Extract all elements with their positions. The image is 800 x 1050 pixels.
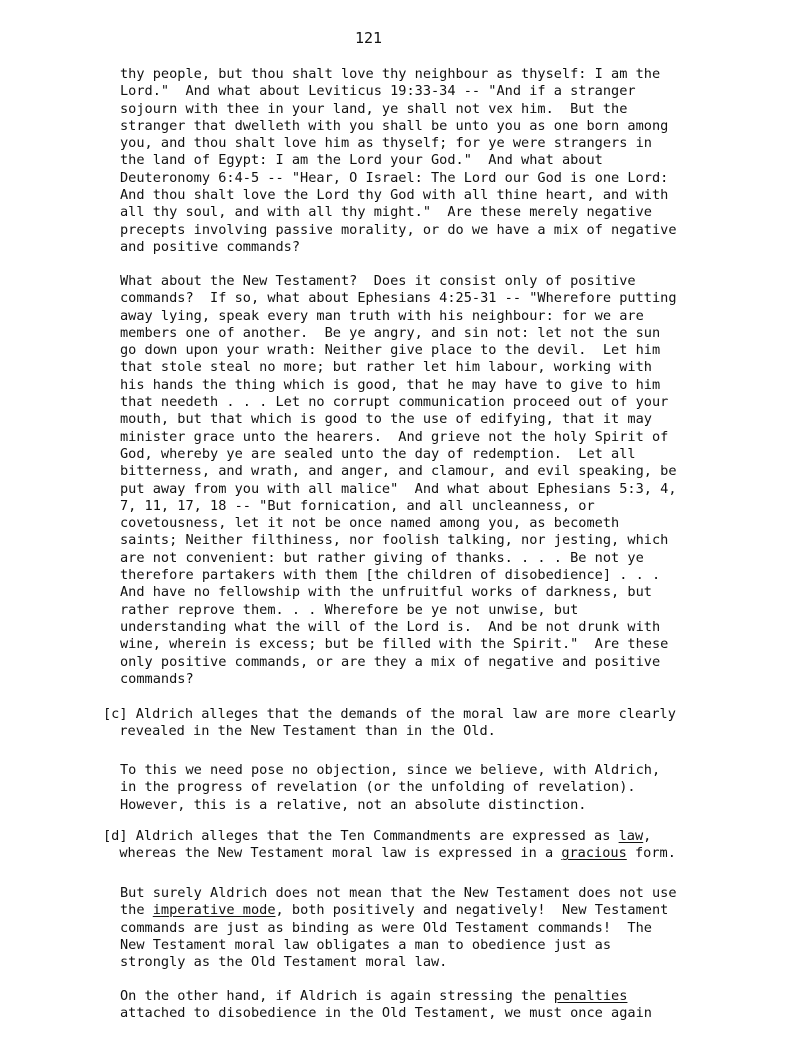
underlined-penalties: penalties — [553, 988, 628, 1004]
paragraph-imperative-mode — [120, 885, 677, 971]
point-d-text-b: , whereas the New Testament moral law is expressed in a — [119, 828, 652, 862]
underlined-gracious: gracious — [561, 845, 627, 862]
paragraph-penalties — [120, 988, 652, 1023]
penalties-text-a: On the other hand, if Aldrich is again stressing the — [120, 988, 554, 1004]
paragraph-progress-of-revelation: To this we need pose no objection, since we believe, with Aldrich, in the progress of revelation (or the unfolding of revelation). However, this is a relative, not an absolute distinction. — [120, 762, 661, 813]
imperative-text-b: , both positively and negatively! New Testament commands are just as binding as were Old Testament commands! The New Testament moral law obligates a man to obedience just as strongly as the Old Testament moral law. — [120, 902, 669, 971]
underlined-law: law — [618, 828, 644, 844]
point-d-law-vs-gracious — [103, 828, 676, 863]
page-number: 121 — [355, 29, 383, 47]
paragraph-leviticus-deuteronomy: thy people, but thou shalt love thy neighbour as thyself: I am the Lord." And what about Leviticus 19:33-34 -- "And if a stranger sojourn with thee in your land, ye shall not vex him. But the stranger that dwelleth with you shall be unto you as one born among you, and thou shalt love him as thyself; for ye were strangers in the land of Egypt: I am the Lord your God." And what about Deuteronomy 6:4-5 -- "Hear, O Israel: The Lord our God is one Lord: And thou shalt love the Lord thy God with all thine heart, and with all thy soul, and with all thy might." Are these merely negative precepts involving passive morality, or do we have a mix of negative and positive commands? — [120, 66, 677, 255]
imperative-text-a: But surely Aldrich does not mean that the New Testament does not use the — [120, 885, 677, 919]
paragraph-new-testament-ephesians: What about the New Testament? Does it consist only of positive commands? If so, what about Ephesians 4:25-31 -- "Wherefore putting away lying, speak every man truth with his neighbour: for we are members one of another. Be ye angry, and sin not: let not the sun go down upon your wrath: Neither give place to the devil. Let him that stole steal no more; but rather let him labour, working with his hands the thing which is good, that he may have to give to him that needeth . . . Let no corrupt communication proceed out of your mouth, but that which is good to the use of edifying, that it may minister grace unto the hearers. And grieve not the holy Spirit of God, whereby ye are sealed unto the day of redemption. Let all bitterness, and wrath, and anger, and clamour, and evil speaking, be put away from you with all malice" And what about Ephesians 5:3, 4, 7, 11, 17, 18 -- "But fornication, and all uncleanness, or covetousness, let it not be once named among you, as becometh saints; Neither filthiness, nor foolish talking, nor jesting, which are not convenient: but rather giving of thanks. . . . Be not ye therefore partakers with them [the children of disobedience] . . . And have no fellowship with the unfruitful works of darkness, but rather reprove them. . . Wherefore be ye not unwise, but understanding what the will of the Lord is. And be not drunk with wine, wherein is excess; but be filled with the Spirit." Are these only positive commands, or are they a mix of negative and positive commands? — [120, 273, 677, 687]
point-c-clearer-revelation: [c] Aldrich alleges that the demands of the moral law are more clearly revealed in the New Testament than in the Old. — [103, 706, 676, 740]
point-d-text-a: [d] Aldrich alleges that the Ten Commandments are expressed as — [103, 828, 619, 844]
penalties-text-b: attached to disobedience in the Old Testament, we must once again — [120, 1005, 652, 1022]
underlined-imperative-mode: imperative mode — [152, 902, 276, 919]
point-d-text-c: form. — [626, 845, 676, 862]
